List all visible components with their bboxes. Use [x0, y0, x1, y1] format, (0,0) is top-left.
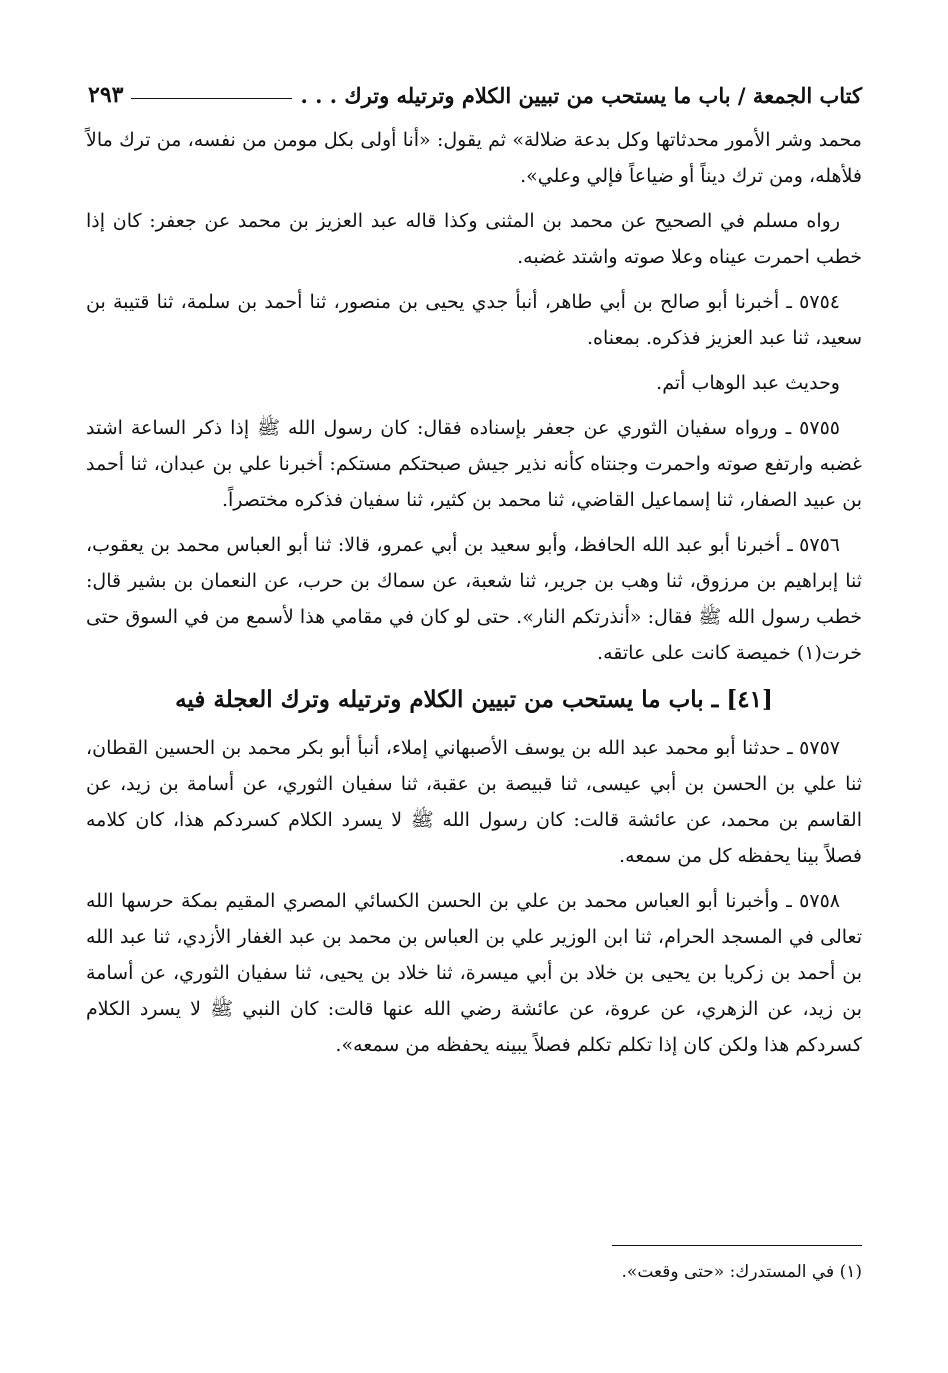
footnote-rule: [612, 1245, 862, 1246]
paragraph: محمد وشر الأمور محدثاتها وكل بدعة ضلالة» ثم يقول: «أنا أولى بكل مومن من نفسه، من ترك مالاً فلأهله، ومن ترك ديناً أو ضياعاً فإلي وعلي».: [86, 129, 862, 187]
hadith-5758: ٥٧٥٨ ـ وأخبرنا أبو العباس محمد بن علي بن الحسن الكسائي المصري المقيم بمكة حرسها الله تعالى في المسجد الحرام، ثنا ابن الوزير علي بن العباس بن محمد بن عبد الغفار الأزدي، ثنا عبد الله بن أحمد بن زكريا بن يحيى بن خلاد بن أبي ميسرة، ثنا خلاد بن يحيى، ثنا سفيان الثوري، عن أسامة بن زيد، عن الزهري، عن عروة، عن عائشة رضي الله عنها قالت: كان النبي ﷺ لا يسرد الكلام كسردكم هذا ولكن كان إذا تكلم تكلم فصلاً يبينه يحفظه من سمعه».: [86, 890, 862, 1056]
header-rule: [131, 98, 292, 99]
hadith-5754: ٥٧٥٤ ـ أخبرنا أبو صالح بن أبي طاهر، أنبأ جدي يحيى بن منصور، ثنا أحمد بن سلمة، ثنا قتيبة بن سعيد، ثنا عبد العزيز فذكره. بمعناه.: [86, 291, 862, 349]
footnote: (١) في المستدرك: «حتى وقعت».: [621, 1262, 862, 1282]
hadith-5755: ٥٧٥٥ ـ ورواه سفيان الثوري عن جعفر بإسناده فقال: كان رسول الله ﷺ إذا ذكر الساعة اشتد غضبه وارتفع صوته واحمرت وجنتاه كأنه نذير جيش صبحتكم مستكم: أخبرنا علي بن عبدان، ثنا أحمد بن عبيد الصفار، ثنا إسماعيل القاضي، ثنا محمد بن كثير، ثنا سفيان فذكره مختصراً.: [86, 417, 862, 511]
paragraph: رواه مسلم في الصحيح عن محمد بن المثنى وكذا قاله عبد العزيز بن محمد عن جعفر: كان إذا خطب احمرت عيناه وعلا صوته واشتد غضبه.: [86, 210, 862, 268]
paragraph: وحديث عبد الوهاب أتم.: [656, 372, 840, 394]
running-title: كتاب الجمعة / باب ما يستحب من تبيين الكلام وترتيله وترك . . .: [300, 83, 862, 108]
running-header: [88, 68, 862, 108]
hadith-5757: ٥٧٥٧ ـ حدثنا أبو محمد عبد الله بن يوسف الأصبهاني إملاء، أنبأ أبو بكر محمد بن الحسين القطان، ثنا علي بن الحسن بن أبي عيسى، ثنا قبيصة بن عقبة، ثنا سفيان الثوري، عن أسامة بن زيد، عن القاسم بن محمد، عن عائشة قالت: كان رسول الله ﷺ لا يسرد الكلام كسردكم هذا، كان كلامه فصلاً بينا يحفظه كل من سمعه.: [86, 737, 862, 867]
page-number: ٢٩٣: [88, 82, 124, 108]
hadith-5756: ٥٧٥٦ ـ أخبرنا أبو عبد الله الحافظ، وأبو سعيد بن أبي عمرو، قالا: ثنا أبو العباس محمد بن يعقوب، ثنا إبراهيم بن مرزوق، ثنا وهب بن جرير، ثنا شعبة، عن سماك بن حرب، عن النعمان بن بشير قال: خطب رسول الله ﷺ فقال: «أنذرتكم النار». حتى لو كان في مقامي هذا لأسمع من في السوق حتى خرت(١) خميصة كانت على عاتقه.: [86, 534, 862, 664]
section-heading: [٤١] ـ باب ما يستحب من تبيين الكلام وترتيله وترك العجلة فيه: [175, 686, 773, 713]
page-body: [86, 122, 862, 1072]
